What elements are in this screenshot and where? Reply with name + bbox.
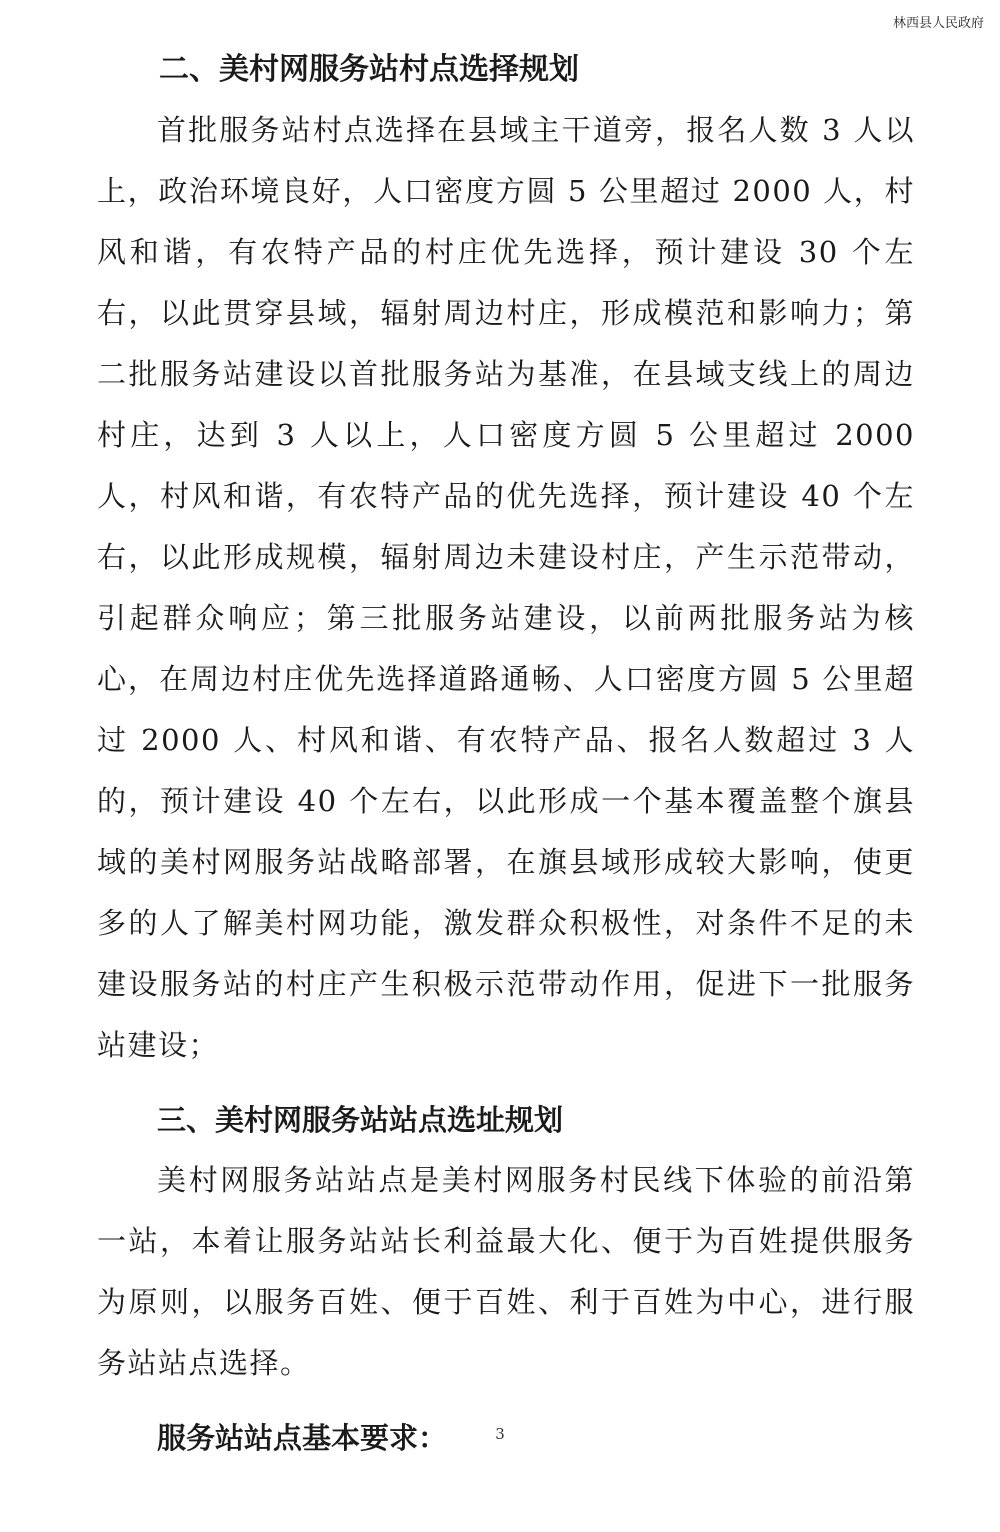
section-3-heading: 三、美村网服务站站点选址规划 xyxy=(157,1103,564,1137)
site-watermark: 林西县人民政府 xyxy=(892,16,984,31)
requirements-heading: 服务站站点基本要求： xyxy=(157,1421,448,1455)
section-3-paragraph: 美村网服务站站点是美村网服务村民线下体验的前沿第一站，本着让服务站站长利益最大化、便于为百姓提供服务为原则，以服务百姓、便于百姓、利于百姓为中心，进行服务站站点选择。 xyxy=(97,1163,915,1380)
page-number: 3 xyxy=(495,1425,505,1443)
section-2-paragraph: 首批服务站村点选择在县域主干道旁，报名人数 3 人以上，政治环境良好，人口密度方圆 5 公里超过 2000 人，村风和谐，有农特产品的村庄优先选择，预计建设 30 个左右，以此贯穿县域，辐射周边村庄，形成模范和影响力；第二批服务站建设以首批服务站为基准，在县域支线上的周边村庄，达到 3 人以上，人口密度方圆 5 公里超过 2000 人，村风和谐，有农特产品的优先选择，预计建设 40 个左右，以此形成规模，辐射周边未建设村庄，产生示范带动，引起群众响应；第三批服务站建设，以前两批服务站为核心，在周边村庄优先选择道路通畅、人口密度方圆 5 公里超过 2000 人、村风和谐、有农特产品、报名人数超过 3 人的，预计建设 40 个左右，以此形成一个基本覆盖整个旗县域的美村网服务站战略部署，在旗县域形成较大影响，使更多的人了解美村网功能，激发群众积极性，对条件不足的未建设服务站的村庄产生积极示范带动作用，促进下一批服务站建设； xyxy=(97,113,915,1062)
section-2-heading: 二、美村网服务站村点选择规划 xyxy=(159,52,579,87)
document-body xyxy=(97,40,915,1468)
